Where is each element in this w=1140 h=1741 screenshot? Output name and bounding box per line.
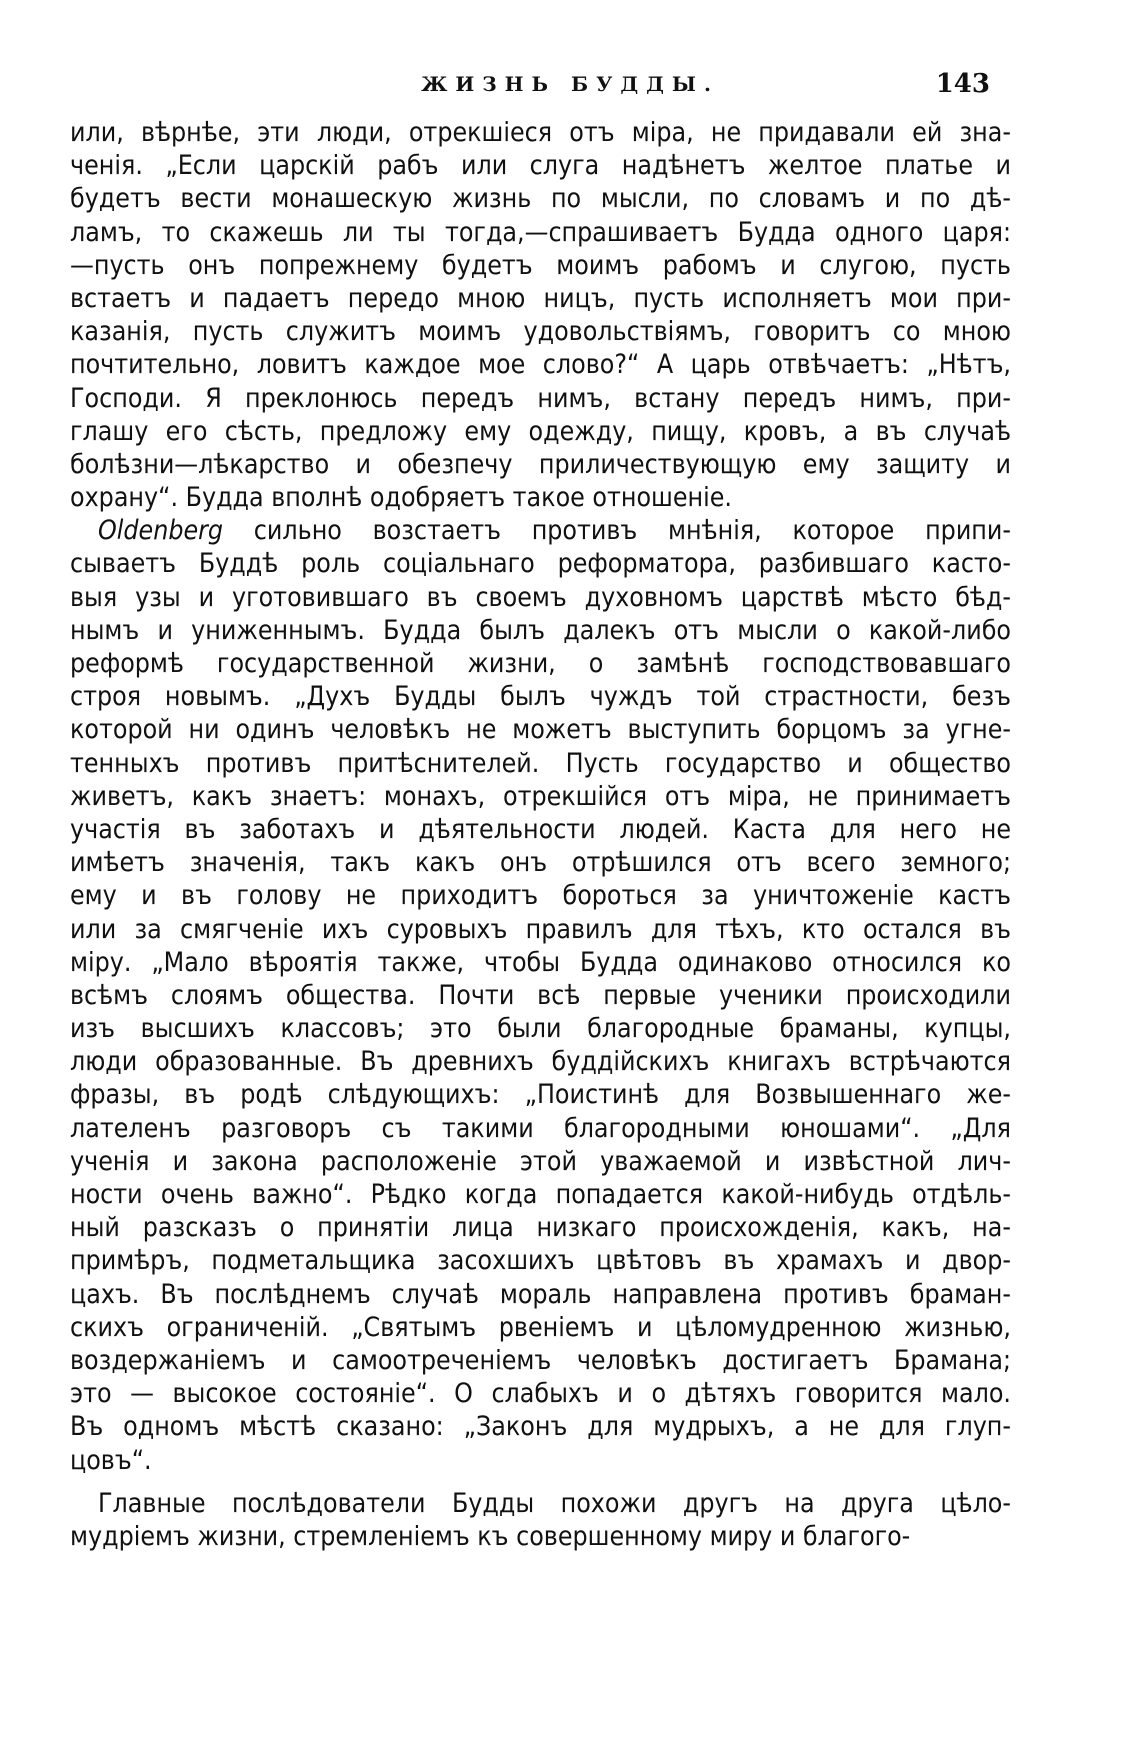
- text-line: [70, 282, 1011, 315]
- line-text: которой ни одинъ человѣкъ не можетъ выступить борцомъ за угне-: [70, 714, 1011, 746]
- line-text: болѣзни—лѣкарство и обезпечу приличествующую ему защиту и: [70, 448, 1011, 480]
- paragraph: [70, 116, 1011, 514]
- text-line: [70, 713, 1011, 746]
- text-line: [70, 182, 1011, 215]
- line-text: цахъ. Въ послѣднемъ случаѣ мораль направлена противъ браман-: [70, 1278, 1011, 1310]
- line-text: будетъ вести монашескую жизнь по мысли, по словамъ и по дѣ-: [70, 183, 1011, 215]
- line-text: фразы, въ родѣ слѣдующихъ: „Поистинѣ для Возвышеннаго же-: [70, 1079, 1011, 1111]
- text-line: [70, 149, 1011, 182]
- text-line: [70, 581, 1011, 614]
- line-text: почтительно, ловитъ каждое мое слово?“ А царь отвѣчаетъ: „Нѣтъ,: [70, 349, 1011, 381]
- text-line: [70, 1145, 1011, 1178]
- line-text: ученія и закона расположеніе этой уважаемой и извѣстной лич-: [70, 1145, 1011, 1177]
- paragraph: [70, 514, 1011, 1476]
- text-line: [70, 813, 1011, 846]
- line-text: мудріемъ жизни, стремленіемъ къ совершенному миру и благого-: [70, 1520, 911, 1552]
- text-line: [70, 1012, 1011, 1045]
- line-text: участія въ заботахъ и дѣятельности людей. Каста для него не: [70, 813, 1011, 845]
- text-line: [70, 415, 1011, 448]
- text-line: [70, 1045, 1011, 1078]
- line-text: нымъ и униженнымъ. Будда былъ далекъ отъ мысли о какой-либо: [70, 614, 1011, 646]
- line-text: реформѣ государственной жизни, о замѣнѣ господствовавшаго: [70, 648, 1011, 679]
- text-line: [70, 547, 1011, 580]
- text-line: [70, 747, 1011, 780]
- line-text: Въ одномъ мѣстѣ сказано: „Законъ для мудрыхъ, а не для глуп-: [70, 1411, 1011, 1443]
- text-line: [70, 614, 1011, 647]
- text-line: [70, 382, 1011, 415]
- line-text: глашу его сѣсть, предложу ему одежду, пищу, кровъ, а въ случаѣ: [70, 415, 1011, 447]
- line-text: охрану“. Будда вполнѣ одобряетъ такое отношеніе.: [70, 482, 732, 514]
- line-text: люди образованные. Въ древнихъ буддійскихъ книгахъ встрѣчаются: [70, 1046, 1011, 1078]
- text-line: [70, 846, 1011, 879]
- text-line: [70, 1311, 1011, 1344]
- running-title: ЖИЗНЬ БУДДЫ.: [421, 72, 719, 96]
- line-text: —пусть онъ попрежнему будетъ моимъ рабомъ и слугою, пусть: [70, 249, 1011, 281]
- line-text: живетъ, какъ знаетъ: монахъ, отрекшійся отъ міра, не принимаетъ: [70, 780, 1011, 812]
- paragraph: [70, 1487, 1011, 1553]
- text-line: [70, 946, 1011, 979]
- line-text: тенныхъ противъ притѣснителей. Пусть государство и общество: [70, 747, 1011, 779]
- text-line: [70, 315, 1011, 348]
- line-text: строя новымъ. „Духъ Будды былъ чуждъ той страстности, безъ: [70, 681, 1011, 713]
- line-text: ламъ, то скажешь ли ты тогда,—спрашиваетъ Будда одного царя:: [70, 216, 1011, 248]
- text-line: [70, 1078, 1011, 1111]
- line-text: сываетъ Буддѣ роль соціальнаго реформатора, разбившаго касто-: [70, 548, 1011, 580]
- text-line: [70, 216, 1011, 249]
- text-line: [70, 1178, 1011, 1211]
- line-text: ему и въ голову не приходитъ бороться за уничтоженіе кастъ: [70, 880, 1011, 912]
- line-text: имѣетъ значенія, такъ какъ онъ отрѣшился отъ всего земного;: [70, 847, 1011, 879]
- text-line: [70, 780, 1011, 813]
- page-number: 143: [935, 69, 990, 99]
- line-text: казанія, пусть служитъ моимъ удовольствіямъ, говоритъ со мною: [70, 316, 1011, 348]
- line-text: ченія. „Если царскій рабъ или слуга надѣнетъ желтое платье и: [70, 150, 1011, 182]
- line-text: или, вѣрнѣе, эти люди, отрекшіеся отъ міра, не придавали ей зна-: [70, 117, 1011, 148]
- line-text: воздержаніемъ и самоотреченіемъ человѣкъ достигаетъ Брамана;: [70, 1344, 1011, 1376]
- line-text: изъ высшихъ классовъ; это были благородные браманы, купцы,: [70, 1013, 1011, 1045]
- text-line: [70, 448, 1011, 481]
- body-text: [70, 116, 1011, 1553]
- line-text: или за смягченіе ихъ суровыхъ правилъ для тѣхъ, кто остался въ: [70, 913, 1011, 945]
- text-line: [70, 1278, 1011, 1311]
- line-text: Господи. Я преклонюсь передъ нимъ, встану передъ нимъ, при-: [70, 382, 1011, 414]
- text-line: [70, 1410, 1011, 1443]
- text-line: [70, 1377, 1011, 1410]
- text-line: [70, 1344, 1011, 1377]
- line-text: лателенъ разговоръ съ такими благородными юношами“. „Для: [70, 1112, 1011, 1144]
- text-line: [70, 913, 1011, 946]
- line-text: примѣръ, подметальщика засохшихъ цвѣтовъ въ храмахъ и двор-: [70, 1245, 1011, 1277]
- text-line: [70, 1520, 1011, 1553]
- text-line: [70, 514, 1011, 547]
- text-line: [70, 1444, 1011, 1477]
- line-text: сильно возстаетъ противъ мнѣнія, которое припи-: [223, 515, 1011, 547]
- line-text: это — высокое состояніе“. О слабыхъ и о дѣтяхъ говорится мало.: [70, 1378, 1011, 1410]
- line-text: выя узы и уготовившаго въ своемъ духовномъ царствѣ мѣсто бѣд-: [70, 581, 1011, 613]
- line-text: міру. „Мало вѣроятія также, чтобы Будда одинаково относился ко: [70, 946, 1011, 978]
- text-line: [70, 481, 1011, 514]
- line-text: Главные послѣдователи Будды похожи другъ на друга цѣло-: [98, 1487, 1011, 1519]
- text-line: [70, 1244, 1011, 1277]
- author-name: Oldenberg: [98, 515, 224, 547]
- text-line: [70, 647, 1011, 680]
- line-text: встаетъ и падаетъ передо мною ницъ, пусть исполняетъ мои при-: [70, 282, 1011, 314]
- text-line: [70, 680, 1011, 713]
- running-head: [70, 66, 1070, 106]
- line-text: скихъ ограниченій. „Святымъ рвеніемъ и цѣломудренною жизнью,: [70, 1311, 1011, 1343]
- text-line: [70, 348, 1011, 381]
- text-line: [70, 249, 1011, 282]
- text-line: [70, 1112, 1011, 1145]
- line-text: цовъ“.: [70, 1444, 152, 1476]
- text-line: [70, 1211, 1011, 1244]
- text-line: [70, 879, 1011, 912]
- line-text: всѣмъ слоямъ общества. Почти всѣ первые ученики происходили: [70, 979, 1011, 1011]
- paragraph-gap: [70, 1477, 1011, 1487]
- line-text: ный разсказъ о принятіи лица низкаго происхожденія, какъ, на-: [70, 1212, 1011, 1244]
- text-line: [70, 979, 1011, 1012]
- text-line: [70, 116, 1011, 149]
- text-line: [70, 1487, 1011, 1520]
- line-text: ности очень важно“. Рѣдко когда попадается какой-нибудь отдѣль-: [70, 1179, 1011, 1210]
